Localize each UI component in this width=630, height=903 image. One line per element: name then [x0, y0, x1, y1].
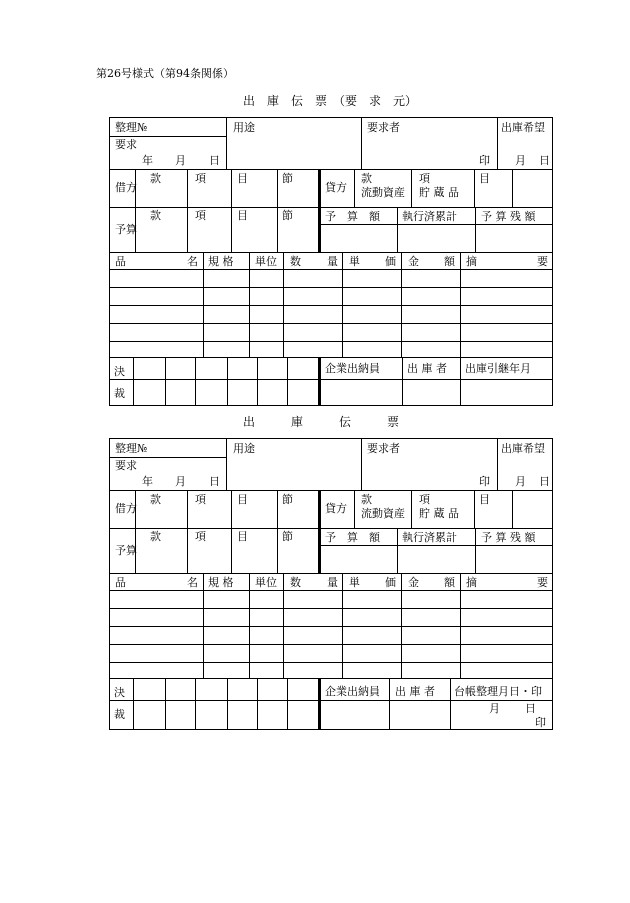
rule-line [460, 573, 461, 678]
ryuudou-shisan-label: 流動資産 [361, 507, 405, 520]
rule-line [402, 357, 403, 405]
tanka-label-b: 価 [385, 255, 396, 268]
rule-line [460, 252, 461, 357]
moku-label: 目 [237, 172, 248, 185]
chozouhin-label: 貯 蔵 品 [419, 507, 459, 520]
tekiyou-label-b: 要 [537, 576, 548, 589]
setsu-label-budget: 節 [282, 530, 293, 543]
rule-line [321, 700, 553, 701]
rule-line [109, 662, 553, 663]
karikata-label: 借方 [115, 181, 137, 194]
rule-line [287, 357, 288, 405]
moku-label-budget: 目 [237, 530, 248, 543]
date-nen: 年 [142, 154, 153, 167]
in-mark: 印 [479, 475, 490, 488]
rule-line [318, 678, 321, 729]
setsu-label-budget: 節 [282, 209, 293, 222]
ryuudou-shisan-label: 流動資産 [361, 186, 405, 199]
kou-label: 項 [195, 172, 206, 185]
rule-line [231, 169, 232, 252]
youkyuusha-label: 要求者 [367, 442, 400, 455]
rule-line [361, 117, 362, 169]
rule-line [321, 207, 553, 208]
voucher-form-requester [109, 117, 553, 406]
shukko-hikitsugi-label: 出庫引継年月 [465, 362, 531, 375]
moku-label-credit: 目 [479, 172, 490, 185]
tani-label: 単位 [255, 255, 277, 268]
kingaku-label-a: 金 [408, 255, 419, 268]
kessai-label-b: 裁 [114, 708, 125, 721]
yosan-gaku-label: 予 算 額 [325, 531, 380, 544]
rule-line [165, 357, 166, 405]
rule-line [109, 305, 553, 306]
rule-line [277, 490, 278, 573]
tanka-label-a: 単 [349, 255, 360, 268]
rule-line [321, 528, 553, 529]
rule-line [249, 573, 250, 678]
rule-line [287, 678, 288, 729]
youto-label: 用途 [233, 121, 255, 134]
kessai-label-b: 裁 [114, 387, 125, 400]
rule-line [109, 590, 553, 591]
rule-line [321, 379, 553, 380]
kibou-hi: 日 [539, 154, 550, 167]
rule-line [109, 438, 110, 730]
yosan-zangaku-label: 予 算 残 額 [481, 531, 536, 544]
youkyuu-label: 要求 [115, 138, 137, 151]
rule-line [318, 357, 321, 405]
rule-line [321, 545, 553, 546]
rule-line [109, 357, 553, 358]
tekiyou-label-a: 摘 [466, 255, 477, 268]
youkyuu-label: 要求 [115, 459, 137, 472]
tekiyou-label-b: 要 [537, 255, 548, 268]
rule-line [318, 169, 321, 252]
rule-line [460, 357, 461, 405]
kigyou-suitouin-label: 企業出納員 [325, 685, 380, 698]
moku-label-credit: 目 [479, 493, 490, 506]
rule-line [195, 357, 196, 405]
kessai-label-a: 決 [114, 686, 125, 699]
rule-line [109, 287, 553, 288]
rule-line [133, 678, 134, 729]
yosan-label: 予算 [115, 223, 137, 236]
page-title-requester: 出 庫 伝 票 （要 求 元） [243, 94, 418, 108]
date-hi: 日 [209, 154, 220, 167]
rule-line [342, 252, 343, 357]
rule-line [474, 490, 475, 528]
rule-line [512, 169, 513, 207]
rule-line [203, 252, 204, 357]
rule-line [361, 438, 362, 490]
kou-label-credit: 項 [419, 493, 430, 506]
tani-label: 単位 [255, 576, 277, 589]
yosan-label: 予算 [115, 544, 137, 557]
rule-line [226, 438, 227, 490]
rule-line [109, 729, 553, 730]
moku-label-budget: 目 [237, 209, 248, 222]
mei-label: 名 [187, 255, 198, 268]
in-mark: 印 [479, 154, 490, 167]
rule-line [321, 224, 553, 225]
rule-line [475, 528, 476, 573]
rule-line [109, 252, 553, 253]
rule-line [109, 169, 553, 170]
rule-line [109, 405, 553, 406]
rule-line [283, 573, 284, 678]
rule-line [552, 117, 553, 406]
rule-line [109, 626, 553, 627]
chozouhin-label: 貯 蔵 品 [419, 186, 459, 199]
rule-line [401, 573, 402, 678]
kikaku-label: 規 格 [208, 255, 234, 268]
rule-line [411, 169, 412, 207]
rule-line [497, 438, 498, 490]
rule-line [475, 207, 476, 252]
kibou-hi: 日 [539, 475, 550, 488]
rule-line [257, 678, 258, 729]
page-title-voucher: 出 庫 伝 票 [243, 415, 400, 429]
youkyuusha-label: 要求者 [367, 121, 400, 134]
rule-line [474, 169, 475, 207]
suuryou-label-a: 数 [290, 576, 301, 589]
moku-label: 目 [237, 493, 248, 506]
kingaku-label-a: 金 [408, 576, 419, 589]
kan-label: 款 [150, 172, 161, 185]
shikkou-ruikei-label: 執行済累計 [402, 210, 457, 223]
kessai-label-a: 決 [114, 365, 125, 378]
rule-line [195, 678, 196, 729]
rule-line [512, 490, 513, 528]
kashikata-label: 貸方 [325, 181, 347, 194]
rule-line [227, 357, 228, 405]
rule-line [109, 457, 226, 458]
hin-label: 品 [115, 255, 126, 268]
kan-label-credit: 款 [361, 493, 372, 506]
rule-line [497, 117, 498, 169]
yosan-gaku-label: 予 算 額 [325, 210, 380, 223]
rule-line [165, 678, 166, 729]
date-tsuki: 月 [175, 154, 186, 167]
kashikata-label: 貸方 [325, 502, 347, 515]
rule-line [109, 207, 318, 208]
kou-label-credit: 項 [419, 172, 430, 185]
rule-line [109, 117, 110, 406]
seiri-no-label: 整理№ [115, 121, 148, 134]
rule-line [226, 117, 227, 169]
rule-line [109, 644, 553, 645]
rule-line [397, 528, 398, 573]
voucher-form [109, 438, 553, 730]
kingaku-label-b: 額 [444, 576, 455, 589]
rule-line [397, 207, 398, 252]
rule-line [552, 438, 553, 730]
suuryou-label-a: 数 [290, 255, 301, 268]
rule-line [342, 573, 343, 678]
date-nen: 年 [142, 475, 153, 488]
yosan-zangaku-label: 予 算 残 額 [481, 210, 536, 223]
rule-line [450, 678, 451, 729]
rule-line [257, 357, 258, 405]
kan-label: 款 [150, 493, 161, 506]
rule-line [109, 269, 553, 270]
setsu-label: 節 [282, 493, 293, 506]
hin-label: 品 [115, 576, 126, 589]
rule-line [249, 252, 250, 357]
shukkosha-label: 出 庫 者 [395, 685, 435, 698]
kibou-tsuki: 月 [515, 475, 526, 488]
kan-label-credit: 款 [361, 172, 372, 185]
rule-line [401, 252, 402, 357]
date-tsuki: 月 [175, 475, 186, 488]
rule-line [109, 341, 553, 342]
kibou-tsuki: 月 [515, 154, 526, 167]
rule-line [411, 490, 412, 528]
rule-line [109, 608, 553, 609]
karikata-label: 借方 [115, 502, 137, 515]
date-hi: 日 [209, 475, 220, 488]
kou-label-budget: 項 [195, 530, 206, 543]
rule-line [109, 490, 553, 491]
tanka-label-b: 価 [385, 576, 396, 589]
tanka-label-a: 単 [349, 576, 360, 589]
rule-line [109, 528, 318, 529]
suuryou-label-b: 量 [327, 576, 338, 589]
youto-label: 用途 [233, 442, 255, 455]
rule-line [109, 573, 553, 574]
kigyou-suitouin-label: 企業出納員 [325, 362, 380, 375]
rule-line [277, 169, 278, 252]
rule-line [109, 136, 226, 137]
rule-line [133, 357, 134, 405]
shukko-kibou-label: 出庫希望 [501, 442, 545, 455]
seiri-no-label: 整理№ [115, 442, 148, 455]
shukko-kibou-label: 出庫希望 [501, 121, 545, 134]
rule-line [203, 573, 204, 678]
daichou-hi: 日 [525, 702, 536, 715]
rule-line [109, 323, 553, 324]
rule-line [227, 678, 228, 729]
rule-line [354, 490, 355, 528]
rule-line [231, 490, 232, 573]
kou-label-budget: 項 [195, 209, 206, 222]
form-number: 第26号様式（第94条関係） [96, 67, 234, 80]
rule-line [109, 678, 553, 679]
rule-line [109, 438, 553, 439]
setsu-label: 節 [282, 172, 293, 185]
kingaku-label-b: 額 [444, 255, 455, 268]
tekiyou-label-a: 摘 [466, 576, 477, 589]
mei-label: 名 [187, 576, 198, 589]
rule-line [109, 117, 553, 118]
rule-line [354, 169, 355, 207]
rule-line [187, 169, 188, 252]
rule-line [389, 678, 390, 729]
daichou-tsuki: 月 [489, 702, 500, 715]
daichou-in: 印 [535, 716, 546, 729]
kan-label-budget: 款 [150, 209, 161, 222]
kan-label-budget: 款 [150, 530, 161, 543]
rule-line [283, 252, 284, 357]
shukkosha-label: 出 庫 者 [407, 362, 447, 375]
rule-line [318, 490, 321, 573]
shikkou-ruikei-label: 執行済累計 [402, 531, 457, 544]
suuryou-label-b: 量 [327, 255, 338, 268]
kikaku-label: 規 格 [208, 576, 234, 589]
daichou-seiri-label: 台帳整理月日・印 [454, 685, 542, 698]
rule-line [187, 490, 188, 573]
kou-label: 項 [195, 493, 206, 506]
